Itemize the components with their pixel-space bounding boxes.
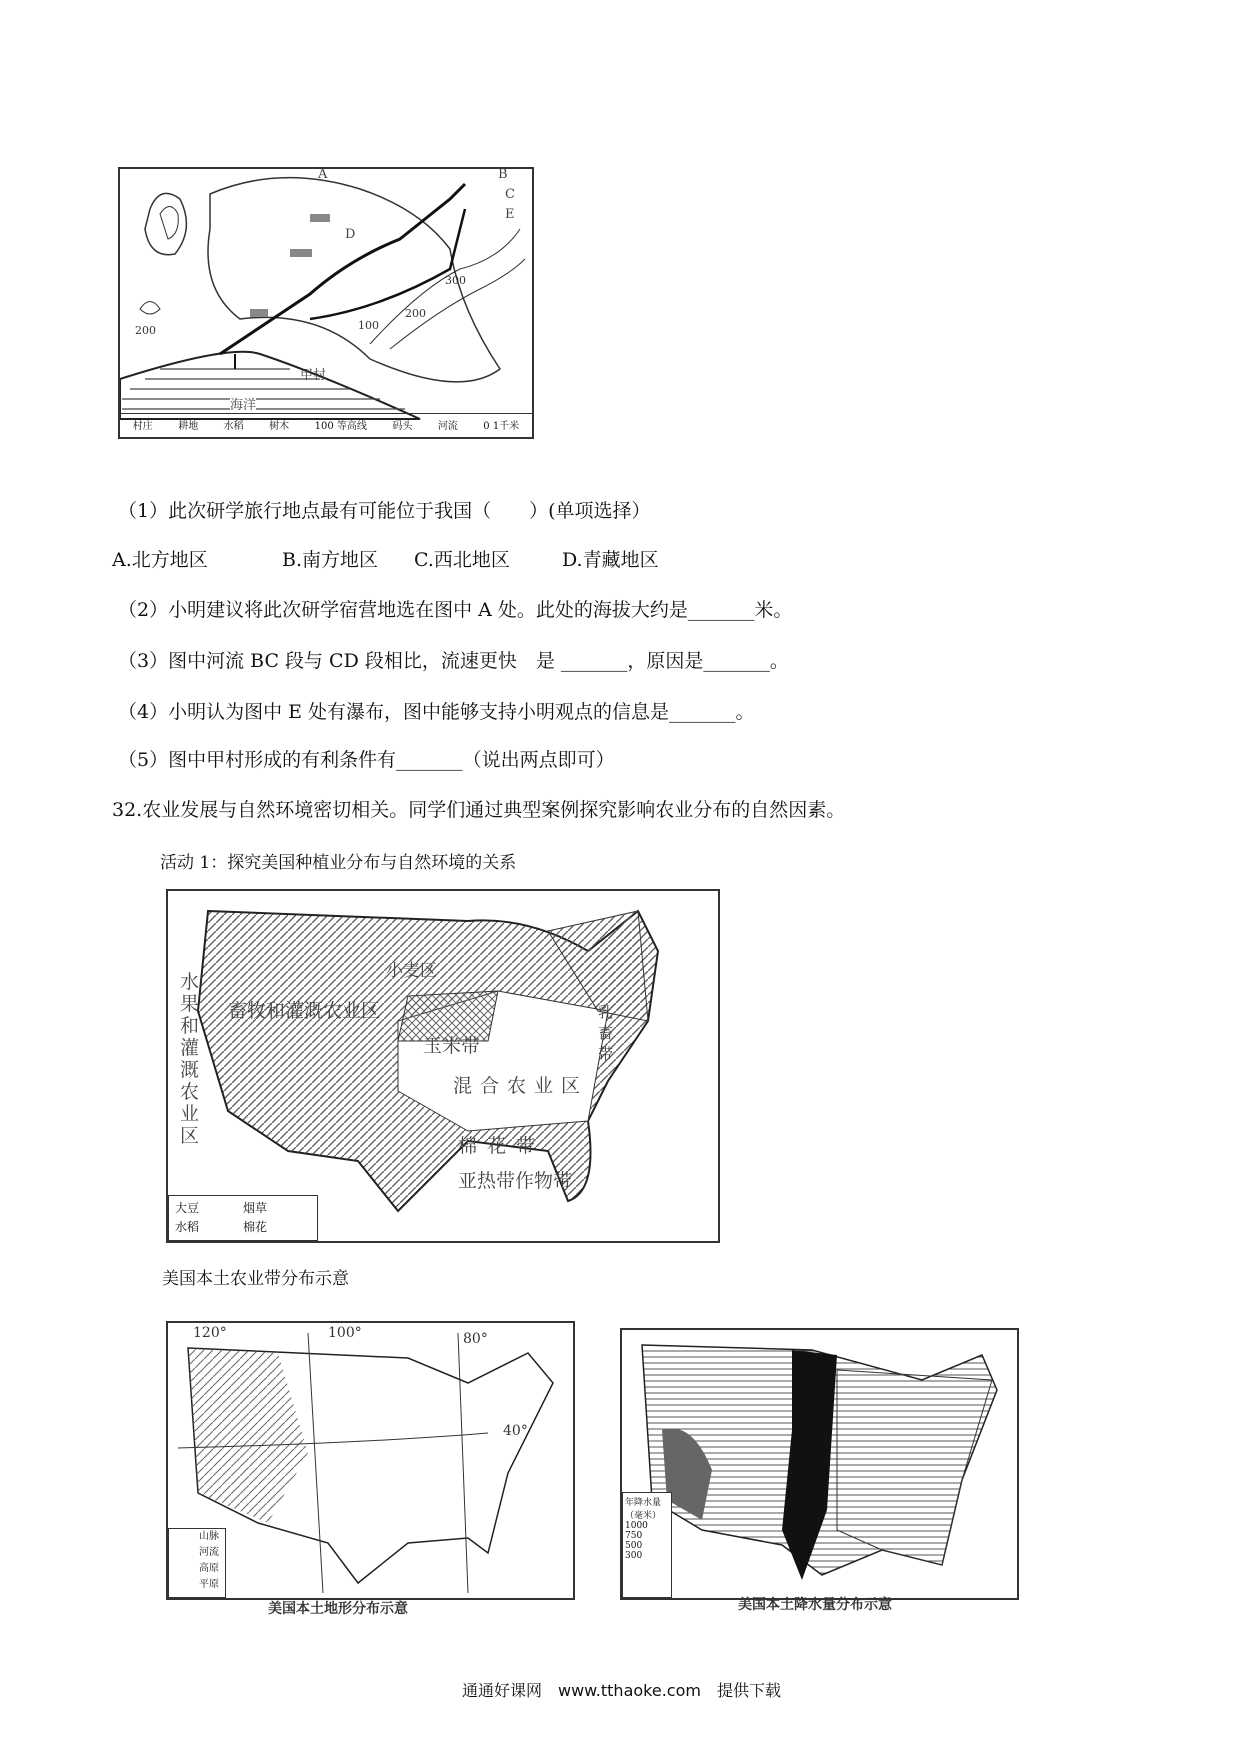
us-outline	[168, 891, 718, 1241]
legend-1000: 1000	[625, 1521, 648, 1531]
options-row	[112, 545, 659, 572]
precipitation-drawing	[622, 1330, 1017, 1598]
question-1: （1）此次研学旅行地点最有可能位于我国（ ）(单项选择）	[118, 500, 651, 522]
sea-label: 海洋	[230, 394, 256, 413]
region-mixed-farming: 混合农业区	[453, 1075, 589, 1097]
map-legend	[120, 413, 532, 432]
legend-cotton: 棉花	[243, 1220, 268, 1234]
map-legend	[622, 1492, 672, 1598]
footer-download-note: 通通好课网 www.tthaoke.com 提供下载	[462, 1681, 781, 1700]
contour-100-label: 100	[358, 319, 379, 332]
contour-300-label: 300	[445, 274, 466, 287]
legend-river: 河流	[437, 421, 458, 432]
legend-mountain: 山脉	[199, 1531, 219, 1542]
contour-200-label: 200	[135, 324, 156, 337]
legend-tobacco: 烟草	[243, 1201, 268, 1215]
point-a-label: A	[318, 167, 328, 182]
legend-soybean: 大豆	[175, 1201, 200, 1215]
village-label: 甲村	[300, 368, 327, 383]
us-agriculture-map	[166, 889, 720, 1243]
latitude-40: 40°	[503, 1423, 528, 1439]
legend-500: 500	[625, 1541, 643, 1551]
longitude-80: 80°	[463, 1331, 488, 1347]
legend-plateau: 高原	[199, 1563, 219, 1574]
us-precipitation-map	[620, 1328, 1019, 1600]
longitude-100: 100°	[328, 1325, 362, 1341]
region-livestock-irrigation: 畜牧和灌溉农业区	[228, 1000, 381, 1022]
point-c-label: C	[505, 187, 515, 202]
map-caption: 美国本土地形分布示意	[268, 1601, 408, 1617]
legend-scale: 0 1千米	[483, 421, 520, 432]
legend-dock: 码头	[392, 421, 413, 432]
legend-tree: 树木	[269, 421, 290, 432]
question-3: （3）图中河流 BC 段与 CD 段相比，流速更快 是 _______，原因是_______。	[118, 650, 789, 672]
option-d: D.青藏地区	[562, 549, 659, 571]
topographic-map	[118, 167, 534, 439]
legend-farmland: 耕地	[178, 421, 199, 432]
us-terrain-map	[166, 1321, 575, 1600]
map-caption: 美国本土降水量分布示意	[738, 1597, 892, 1613]
region-subtropical: 亚热带作物带	[458, 1170, 573, 1192]
longitude-120: 120°	[193, 1325, 227, 1341]
legend-rice: 水稻	[223, 421, 244, 432]
question-5: （5）图中甲村形成的有利条件有_______（说出两点即可）	[118, 749, 615, 771]
map-caption: 美国本土农业带分布示意	[162, 1269, 349, 1289]
map-legend	[168, 1528, 226, 1598]
legend-title: 年降水量（毫米）	[625, 1498, 662, 1521]
legend-plain: 平原	[199, 1579, 219, 1590]
topographic-map-drawing	[120, 169, 532, 437]
region-cotton-belt: 棉花带	[458, 1135, 546, 1157]
region-fruit-irrigation: 水果和灌溉农业区	[180, 971, 200, 1147]
region-wheat: 小麦区	[386, 961, 437, 981]
point-e-label: E	[505, 207, 515, 222]
question-2: （2）小明建议将此次研学宿营地选在图中 A 处。此处的海拔大约是_______米。	[118, 599, 793, 621]
legend-river: 河流	[199, 1547, 219, 1558]
legend-contour: 100 等高线	[314, 421, 367, 432]
region-corn-belt: 玉米带	[423, 1035, 481, 1057]
map-legend	[168, 1195, 318, 1241]
region-dairy: 乳畜带	[598, 1003, 614, 1063]
legend-village: 村庄	[132, 421, 153, 432]
legend-300: 300	[625, 1551, 643, 1561]
legend-750: 750	[625, 1531, 643, 1541]
activity-1-heading: 活动 1：探究美国种植业分布与自然环境的关系	[160, 853, 517, 873]
option-a: A.北方地区	[112, 549, 208, 571]
option-c: C.西北地区	[414, 549, 510, 571]
question-4: （4）小明认为图中 E 处有瀑布，图中能够支持小明观点的信息是_______。	[118, 701, 755, 723]
question-32: 32.农业发展与自然环境密切相关。同学们通过典型案例探究影响农业分布的自然因素。	[112, 799, 846, 821]
us-outline	[168, 1323, 573, 1598]
point-d-label: D	[345, 227, 356, 242]
option-b: B.南方地区	[282, 549, 379, 571]
contour-200-label: 200	[405, 307, 426, 320]
point-b-label: B	[498, 167, 508, 182]
legend-rice: 水稻	[175, 1220, 200, 1234]
